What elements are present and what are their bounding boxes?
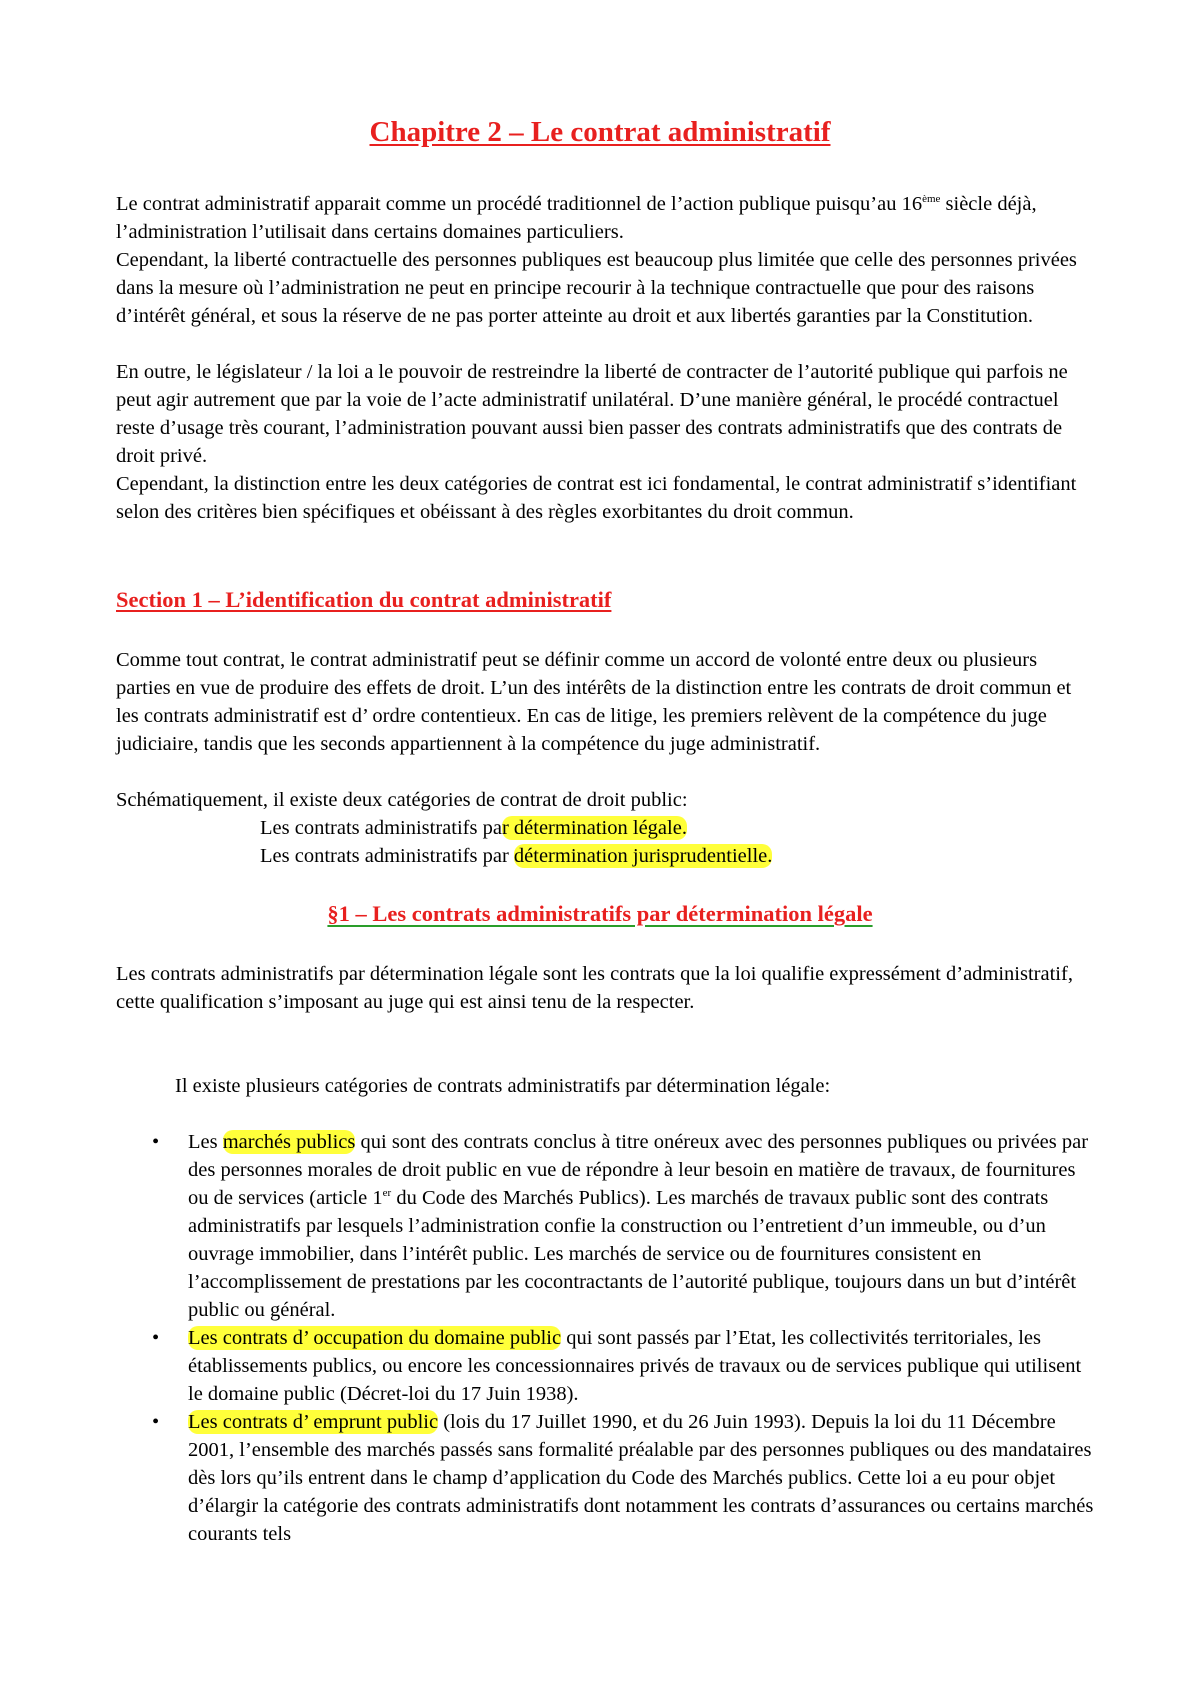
- list-item-highlight: Les contrats d’ occupation du domaine public: [188, 1327, 562, 1349]
- list-item-highlight: marchés publics: [222, 1131, 356, 1153]
- intro-p1-text-b: siècle déjà, l’administration l’utilisait dans certains domaines particuliers.: [116, 193, 1037, 243]
- category-1-text: Les contrats administratifs pa: [260, 817, 502, 839]
- list-item-text: (lois du 17 Juillet 1990, et du 26 Juin 1993). Depuis la loi du 11 Décembre 2001, l’ensemble des marchés passés sans formalité préalable par des personnes publiques ou des mandataires dès lors qu’ils entrent dans le champ d’application du Code des Marchés publics. Cette loi a eu pour objet d’élargir la catégorie des contrats administratifs dont notamment les contrats d’assurances ou certains marchés courants tels: [188, 1411, 1094, 1545]
- bullet-icon: •: [152, 1327, 160, 1349]
- intro-paragraph-2: Cependant, la liberté contractuelle des personnes publiques est beaucoup plus limitée que celle des personnes privées dans la mesure où l’administration ne peut en principe recourir à la technique contractuelle que pour des raisons d’intérêt général, et sous la réserve de ne pas porter atteinte au droit et aux libertés garanties par la Constitution.: [116, 249, 1077, 327]
- category-2-highlight: détermination jurisprudentielle.: [513, 845, 773, 867]
- section-1-paragraph-2: Schématiquement, il existe deux catégories de contrat de droit public:: [116, 789, 688, 811]
- category-line-jurisprudential: [260, 842, 772, 870]
- category-1-highlight: r détermination légale.: [501, 817, 687, 839]
- intro-p1-superscript: ème: [922, 193, 941, 206]
- section-1-paragraph-1: Comme tout contrat, le contrat administratif peut se définir comme un accord de volonté entre deux ou plusieurs parties en vue de produire des effets de droit. L’un des intérêts de la distinction entre les contrats de droit commun et les contrats administratif est d’ ordre contentieux. En cas de litige, les premiers relèvent de la compétence du juge judiciaire, tandis que les seconds appartiennent à la compétence du juge administratif.: [116, 649, 1072, 755]
- category-line-legal: [260, 814, 687, 842]
- list-item: [116, 1128, 1096, 1324]
- list-item-text: du Code des Marchés Publics). Les marchés de travaux public sont des contrats administratifs par lesquels l’administration confie la construction ou l’entretient d’un immeuble, ou d’un ouvrage immobilier, dans l’intérêt public. Les marchés de service ou de fournitures consistent en l’accomplissement de prestations par les cocontractants de l’autorité publique, toujours dans un but d’intérêt public ou général.: [188, 1187, 1077, 1321]
- intro-paragraph-3: En outre, le législateur / la loi a le pouvoir de restreindre la liberté de contracter de l’autorité publique qui parfois ne peut agir autrement que par la voie de l’acte administratif unilatéral. D’une manière général, le procédé contractuel reste d’usage très courant, l’administration pouvant aussi bien passer des contrats administratifs que des contrats de droit privé.: [116, 361, 1068, 467]
- subsection-1-paragraph-2: Il existe plusieurs catégories de contrats administratifs par détermination légale:: [175, 1075, 831, 1097]
- chapter-title: Chapitre 2 – Le contrat administratif: [369, 116, 831, 148]
- bullet-icon: •: [152, 1131, 160, 1153]
- list-item-text: Les: [188, 1131, 223, 1153]
- list-item: [116, 1324, 1096, 1408]
- list-item: [116, 1408, 1096, 1548]
- intro-paragraph-4: Cependant, la distinction entre les deux catégories de contrat est ici fondamental, le contrat administratif s’identifiant selon des critères bien spécifiques et obéissant à des règles exorbitantes du droit commun.: [116, 473, 1077, 523]
- list-item-text: qui sont des contrats conclus à titre onéreux avec des personnes publiques ou privées par des personnes morales de droit public en vue de répondre à leur besoin en matière de travaux, de fournitures ou de services (article 1: [188, 1131, 1089, 1209]
- list-item-text: qui sont passés par l’Etat, les collectivités territoriales, les établissements publics, ou encore les concessionnaires privés de travaux ou de services publique qui utilisent le domaine public (Décret-loi du 17 Juin 1938).: [188, 1327, 1082, 1405]
- section-1-title: Section 1 – L’identification du contrat administratif: [116, 587, 612, 612]
- bullet-icon: •: [152, 1411, 160, 1433]
- subsection-1-paragraph-1: Les contrats administratifs par détermination légale sont les contrats que la loi qualifie expressément d’administratif, cette qualification s’imposant au juge qui est ainsi tenu de la respecter.: [116, 963, 1073, 1013]
- subsection-1-title: §1 – Les contrats administratifs par détermination légale: [327, 901, 873, 926]
- list-item-highlight: Les contrats d’ emprunt public: [188, 1411, 439, 1433]
- category-2-text: Les contrats administratifs par: [260, 845, 514, 867]
- intro-p1-text-a: Le contrat administratif apparait comme un procédé traditionnel de l’action publique puisqu’au 16: [116, 193, 923, 215]
- list-item-superscript: er: [382, 1187, 392, 1200]
- intro-paragraph-1: [116, 190, 1096, 246]
- legal-contracts-list: [116, 1128, 1096, 1548]
